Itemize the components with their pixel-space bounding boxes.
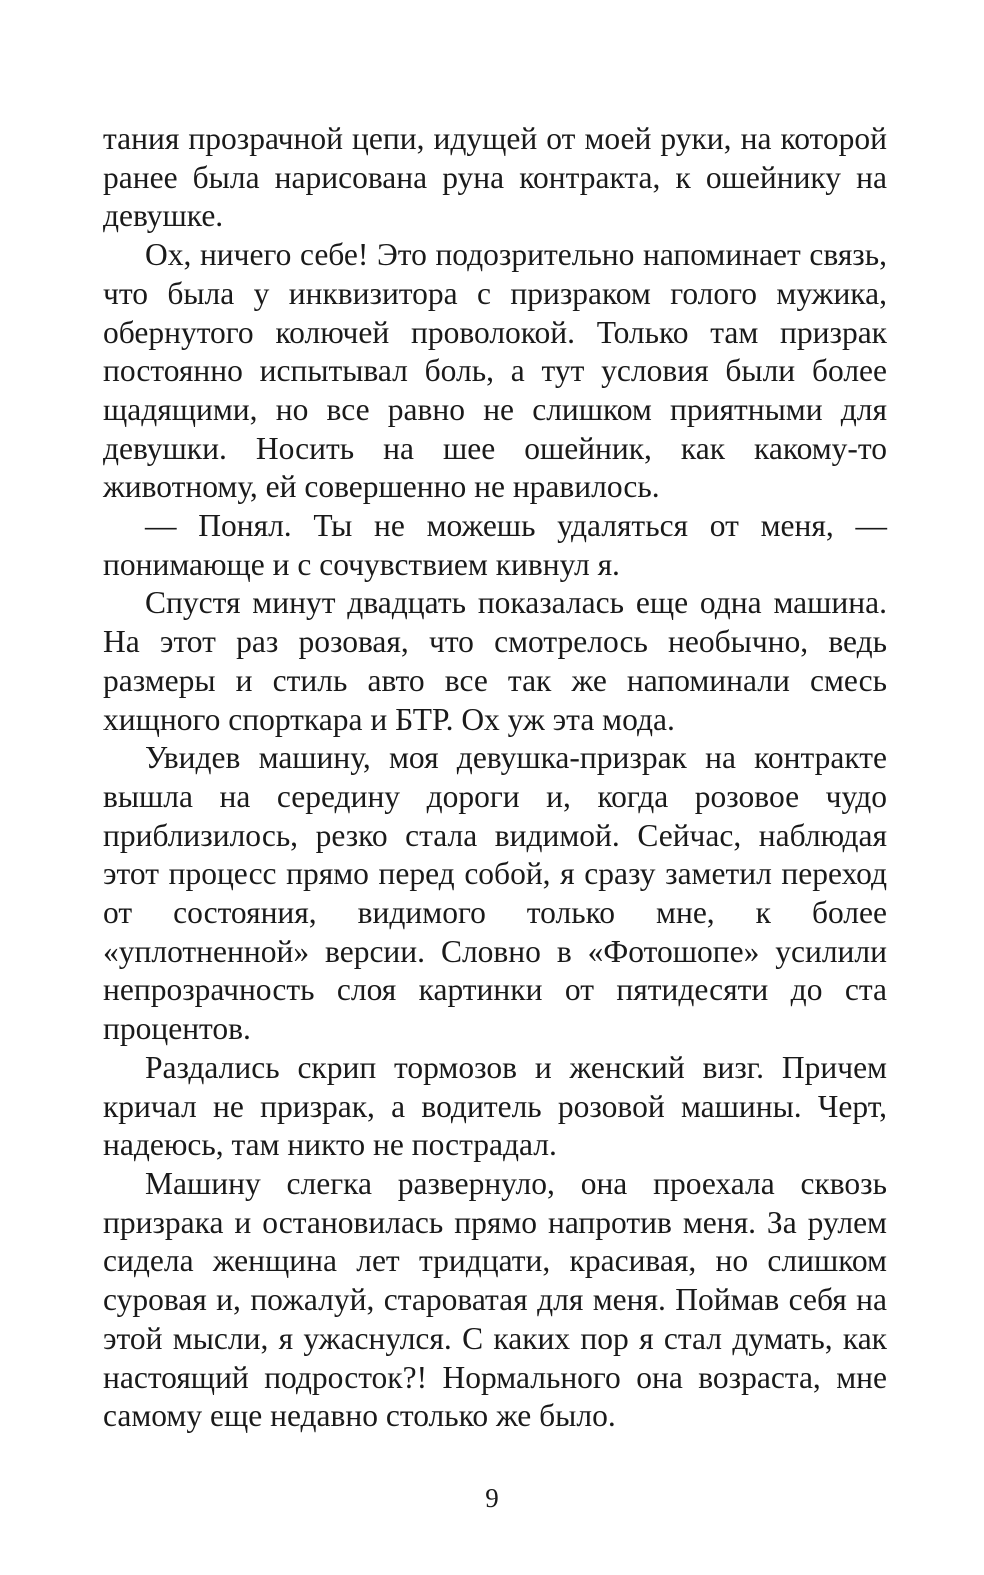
paragraph-5: Увидев машину, моя девушка-призрак на контракте вышла на середину дороги и, когда розовое чудо приблизилось, резко стала видимой. Сейчас, наблюдая этот процесс прямо перед собой, я сразу заметил переход от состояния, видимого только мне, к более «уплотненной» версии. Словно в «Фотошопе» усилили непрозрачность слоя картинки от пятидесяти до ста процентов. (103, 740, 887, 1047)
paragraph-4: Спустя минут двадцать показалась еще одна машина. На этот раз розовая, что смотрелось необычно, ведь размеры и стиль авто все так же напоминали смесь хищного спорткара и БТР. Ох уж эта мода. (103, 585, 887, 737)
paragraph-7: Машину слегка развернуло, она проехала сквозь призрака и остановилась прямо напротив меня. За рулем сидела женщина лет тридцати, красивая, но слишком суровая и, пожалуй, староватая для меня. Поймав себя на этой мысли, я ужаснулся. С каких пор я стал думать, как настоящий подросток?! Нормального она возраста, мне самому еще недавно столько же было. (103, 1165, 887, 1434)
paragraph-1: тания прозрачной цепи, идущей от моей руки, на которой ранее была нарисована руна контракта, к ошейнику на девушке. (103, 121, 887, 234)
body-text (103, 120, 887, 1436)
paragraph-3: — Понял. Ты не можешь удаляться от меня, — понимающе и с сочувствием кивнул я. (103, 508, 887, 582)
page-number: 9 (485, 1483, 499, 1513)
paragraph-2: Ох, ничего себе! Это подозрительно напоминает связь, что была у инквизитора с призраком голого мужика, обернутого колючей проволокой. Только там призрак постоянно испытывал боль, а тут условия были более щадящими, но все равно не слишком приятными для девушки. Носить на шее ошейник, как какому-то животному, ей совершенно не нравилось. (103, 237, 887, 505)
paragraph-6: Раздались скрип тормозов и женский визг. Причем кричал не призрак, а водитель розовой машины. Черт, надеюсь, там никто не пострадал. (103, 1049, 887, 1163)
